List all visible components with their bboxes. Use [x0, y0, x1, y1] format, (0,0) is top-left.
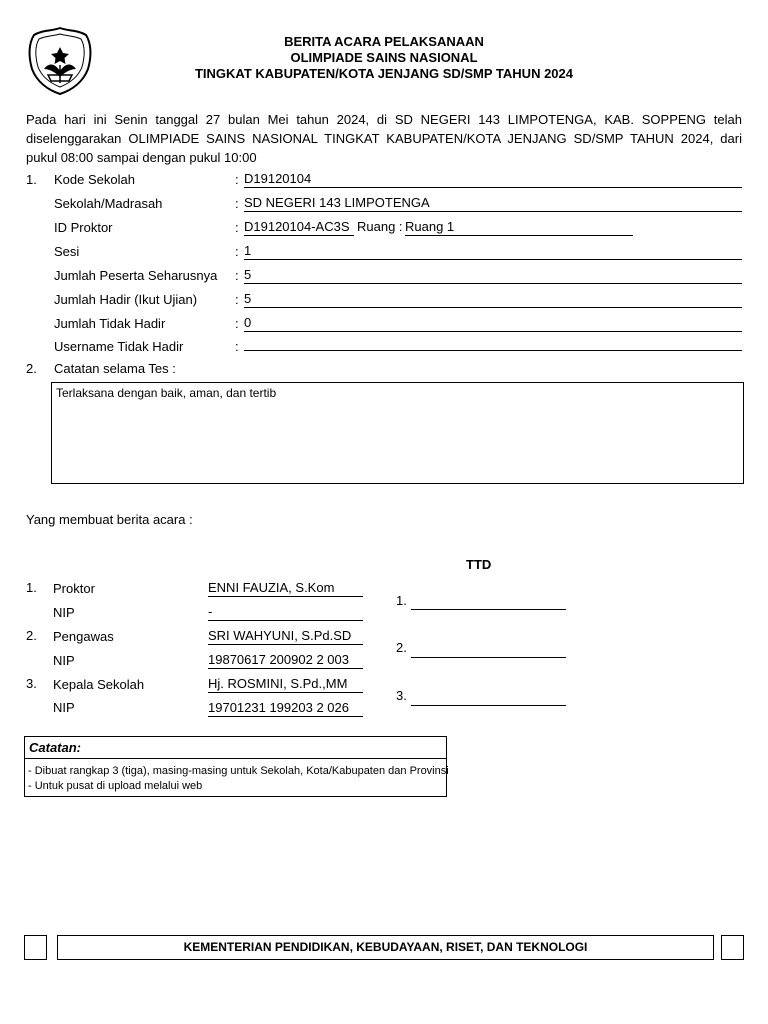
- field-value-id-proktor: D19120104-AC3S: [244, 219, 354, 236]
- ttd-label: TTD: [466, 557, 492, 572]
- field-value-kode-sekolah: D19120104: [244, 171, 742, 188]
- field-label-kode-sekolah: Kode Sekolah: [54, 172, 135, 187]
- field-label-jumlah-hadir: Jumlah Hadir (Ikut Ujian): [54, 292, 198, 307]
- field-value-jumlah-hadir: 5: [244, 291, 742, 308]
- footer-ministry: KEMENTERIAN PENDIDIKAN, KEBUDAYAAN, RISET, DAN TEKNOLOGI: [57, 935, 714, 960]
- signer-2-nip: 19870617 200902 2 003: [208, 652, 363, 669]
- field-label-id-proktor: ID Proktor: [54, 220, 113, 235]
- field-value-sesi: 1: [244, 243, 742, 260]
- signer-1-name: ENNI FAUZIA, S.Kom: [208, 580, 363, 597]
- signer-3-role: Kepala Sekolah: [53, 677, 145, 692]
- signer-2-name: SRI WAHYUNI, S.Pd.SD: [208, 628, 363, 645]
- footer-right-square: [721, 935, 744, 960]
- signature-line-1: [411, 608, 566, 610]
- signature-3-number: 3.: [396, 688, 407, 703]
- signer-3-name: Hj. ROSMINI, S.Pd.,MM: [208, 676, 363, 693]
- signer-1-number: 1.: [26, 580, 37, 595]
- colon: :: [235, 292, 239, 307]
- colon: :: [235, 244, 239, 259]
- colon: :: [235, 172, 239, 187]
- signer-1-role: Proktor: [53, 581, 95, 596]
- catatan-heading: Catatan:: [25, 737, 446, 759]
- catatan-line-2: - Untuk pusat di upload melalui web: [28, 780, 203, 792]
- section-2-number: 2.: [26, 361, 37, 376]
- footer-left-square: [24, 935, 47, 960]
- test-notes-text: Terlaksana dengan baik, aman, dan tertib: [56, 386, 277, 400]
- signer-3-nip-label: NIP: [53, 700, 75, 715]
- creator-label: Yang membuat berita acara :: [26, 512, 193, 527]
- signature-line-2: [411, 656, 566, 658]
- colon: :: [235, 220, 239, 235]
- field-label-ruang: Ruang :: [357, 219, 403, 234]
- section-1-number: 1.: [26, 172, 37, 187]
- field-label-sesi: Sesi: [54, 244, 80, 259]
- field-label-sekolah-madrasah: Sekolah/Madrasah: [54, 196, 163, 211]
- signature-2-number: 2.: [396, 640, 407, 655]
- signer-3-nip: 19701231 199203 2 026: [208, 700, 363, 717]
- catatan-box: [24, 736, 447, 797]
- signer-2-number: 2.: [26, 628, 37, 643]
- field-value-jumlah-peserta: 5: [244, 267, 742, 284]
- intro-paragraph: Pada hari ini Senin tanggal 27 bulan Mei tahun 2024, di SD NEGERI 143 LIMPOTENGA, KAB. SOPPENG telah diselenggarakan OLIMPIADE SAINS NASIONAL TINGKAT KABUPATEN/KOTA JENJANG SD/SMP TAHUN 2024, dari pukul 08:00 sampai dengan pukul 10:00: [26, 112, 742, 165]
- colon: :: [235, 339, 239, 354]
- field-label-username-tidak-hadir: Username Tidak Hadir: [54, 339, 184, 354]
- signature-line-3: [411, 704, 566, 706]
- signer-2-nip-label: NIP: [53, 653, 75, 668]
- colon: :: [235, 316, 239, 331]
- colon: :: [235, 268, 239, 283]
- catatan-line-1: - Dibuat rangkap 3 (tiga), masing-masing untuk Sekolah, Kota/Kabupaten dan Provinsi: [28, 765, 449, 777]
- field-label-jumlah-peserta: Jumlah Peserta Seharusnya: [54, 268, 218, 283]
- signer-1-nip-label: NIP: [53, 605, 75, 620]
- field-value-ruang: Ruang 1: [405, 219, 633, 236]
- document-title-line-2: OLIMPIADE SAINS NASIONAL: [290, 50, 478, 65]
- signer-3-number: 3.: [26, 676, 37, 691]
- field-value-sekolah-madrasah: SD NEGERI 143 LIMPOTENGA: [244, 195, 742, 212]
- document-title-line-1: BERITA ACARA PELAKSANAAN: [284, 34, 484, 49]
- signer-1-nip: -: [208, 604, 363, 621]
- signer-2-role: Pengawas: [53, 629, 114, 644]
- document-title-line-3: TINGKAT KABUPATEN/KOTA JENJANG SD/SMP TAHUN 2024: [194, 66, 573, 81]
- field-value-jumlah-tidak-hadir: 0: [244, 315, 742, 332]
- colon: :: [235, 196, 239, 211]
- signature-1-number: 1.: [396, 593, 407, 608]
- field-value-username-tidak-hadir: [244, 334, 742, 351]
- test-notes-box: [51, 382, 744, 484]
- field-label-jumlah-tidak-hadir: Jumlah Tidak Hadir: [54, 316, 166, 331]
- section-2-label: Catatan selama Tes :: [54, 361, 176, 376]
